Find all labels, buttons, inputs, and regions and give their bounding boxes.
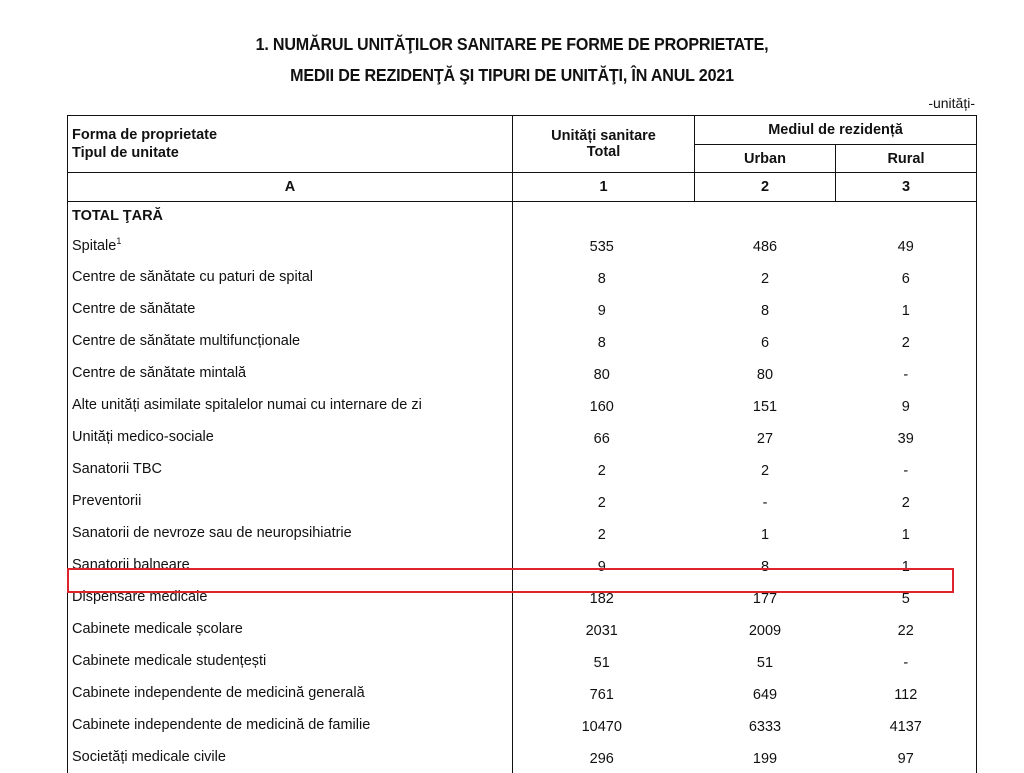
cell-rural: 1: [836, 549, 977, 581]
cell-urban: 151: [752, 399, 778, 415]
cell-total: 160: [589, 399, 614, 415]
cell-urban: 80: [756, 367, 774, 383]
cell-urban: -: [762, 495, 768, 511]
row-label: Centre de sănătate: [68, 293, 513, 325]
cell-total: 296: [589, 751, 614, 767]
cell-urban: 649: [752, 687, 778, 703]
table-row: [68, 485, 977, 517]
table-row: [68, 357, 977, 389]
cell-urban: 51: [756, 655, 774, 671]
row-label: Cabinete medicale școlare: [68, 613, 513, 645]
header-tipul-unitate: Tipul de unitate: [72, 145, 179, 161]
data-table: [67, 115, 977, 773]
table-row: [68, 229, 977, 261]
cell-rural: 9: [836, 389, 977, 421]
cell-total: 2: [597, 527, 606, 543]
cell-rural: -: [836, 357, 977, 389]
cell-rural: -: [836, 645, 977, 677]
row-label: Centre de sănătate mintală: [68, 357, 513, 389]
label-a: A: [68, 173, 513, 202]
unit-label: -unități-: [928, 95, 975, 111]
cell-rural: 1: [836, 293, 977, 325]
cell-rural: 39: [836, 421, 977, 453]
cell-total: 8: [597, 271, 606, 287]
row-label: Cabinete medicale studențești: [68, 645, 513, 677]
row-label: Centre de sănătate cu paturi de spital: [68, 261, 513, 293]
table-row: [68, 517, 977, 549]
table-row: [68, 709, 977, 741]
cell-urban: 8: [760, 559, 770, 575]
cell-urban: 2: [760, 463, 770, 479]
cell-total: 9: [597, 559, 606, 575]
row-label: Societăți medicale civile: [68, 741, 513, 773]
cell-urban: 1: [760, 527, 770, 543]
cell-total: 2: [597, 495, 606, 511]
table-row: [68, 453, 977, 485]
cell-total: 51: [593, 655, 610, 671]
table-row: [68, 549, 977, 581]
page-title-line-1: 1. NUMĂRUL UNITĂŢILOR SANITARE PE FORME DE PROPRIETATE,: [255, 34, 769, 54]
table-row: [68, 613, 977, 645]
table-row: [68, 325, 977, 357]
cell-urban: 177: [752, 591, 778, 607]
cell-total: 182: [589, 591, 614, 607]
cell-total: 2031: [585, 623, 618, 639]
cell-rural: 5: [836, 581, 977, 613]
header-col-a: [68, 116, 513, 173]
cell-urban: 2009: [748, 623, 782, 639]
cell-rural: 4137: [836, 709, 977, 741]
cell-rural: 97: [836, 741, 977, 773]
cell-rural: 6: [836, 261, 977, 293]
cell-total: 8: [597, 335, 606, 351]
label-1: 1: [513, 173, 695, 202]
cell-urban: 6: [760, 335, 770, 351]
cell-urban: 27: [756, 431, 774, 447]
table-row: [68, 677, 977, 709]
cell-total: 10470: [581, 719, 622, 735]
row-label: Alte unități asimilate spitalelor numai cu internare de zi: [68, 389, 513, 421]
cell-total: 2: [597, 463, 606, 479]
row-label: Centre de sănătate multifuncționale: [68, 325, 513, 357]
cell-urban: 2: [760, 271, 770, 287]
header-forma-proprietate: Forma de proprietate: [72, 127, 218, 143]
row-label: Cabinete independente de medicină de familie: [68, 709, 513, 741]
table-row: [68, 261, 977, 293]
cell-rural: 49: [836, 229, 977, 261]
table-row: [68, 645, 977, 677]
cell-urban: 486: [752, 239, 778, 255]
header-unitati-sanitare: Unități sanitare: [551, 128, 656, 144]
row-label: Sanatorii de nevroze sau de neuropsihiatrie: [68, 517, 513, 549]
label-3: 3: [836, 173, 977, 202]
cell-rural: 2: [836, 325, 977, 357]
cell-rural: 1: [836, 517, 977, 549]
label-2: 2: [695, 173, 836, 202]
cell-total: 761: [589, 687, 614, 703]
header-total: Total: [586, 144, 621, 160]
row-label: Sanatorii TBC: [68, 453, 513, 485]
row-label: Dispensare medicale: [68, 581, 513, 613]
cell-total: 80: [593, 367, 610, 383]
cell-urban: 8: [760, 303, 770, 319]
header-rural: Rural: [836, 145, 977, 173]
row-label: Preventorii: [68, 485, 513, 517]
row-label: Unități medico-sociale: [68, 421, 513, 453]
cell-urban: 199: [752, 751, 778, 767]
cell-urban: 6333: [748, 719, 782, 735]
page-title-line-2: MEDII DE REZIDENŢĂ ŞI TIPURI DE UNITĂŢI, ÎN ANUL 2021: [290, 65, 734, 85]
row-label: Cabinete independente de medicină generală: [68, 677, 513, 709]
row-label: Sanatorii balneare: [68, 549, 513, 581]
cell-rural: 22: [836, 613, 977, 645]
table-row: [68, 389, 977, 421]
section-total-tara: TOTAL ŢARĂ: [68, 202, 513, 230]
cell-total: 66: [593, 431, 610, 447]
header-col-1: [513, 116, 695, 173]
table-row: [68, 293, 977, 325]
row-label: Spitale$^1$: [68, 229, 513, 261]
table-row: [68, 741, 977, 773]
footnote-marker: 1: [116, 236, 122, 247]
cell-rural: 112: [836, 677, 977, 709]
table-row: [68, 421, 977, 453]
cell-total: 535: [589, 239, 614, 255]
cell-rural: -: [836, 453, 977, 485]
header-mediul-rezidenta: Mediul de rezidență: [695, 116, 977, 145]
header-urban: Urban: [695, 145, 836, 173]
cell-total: 9: [597, 303, 606, 319]
cell-rural: 2: [836, 485, 977, 517]
table-row: [68, 581, 977, 613]
